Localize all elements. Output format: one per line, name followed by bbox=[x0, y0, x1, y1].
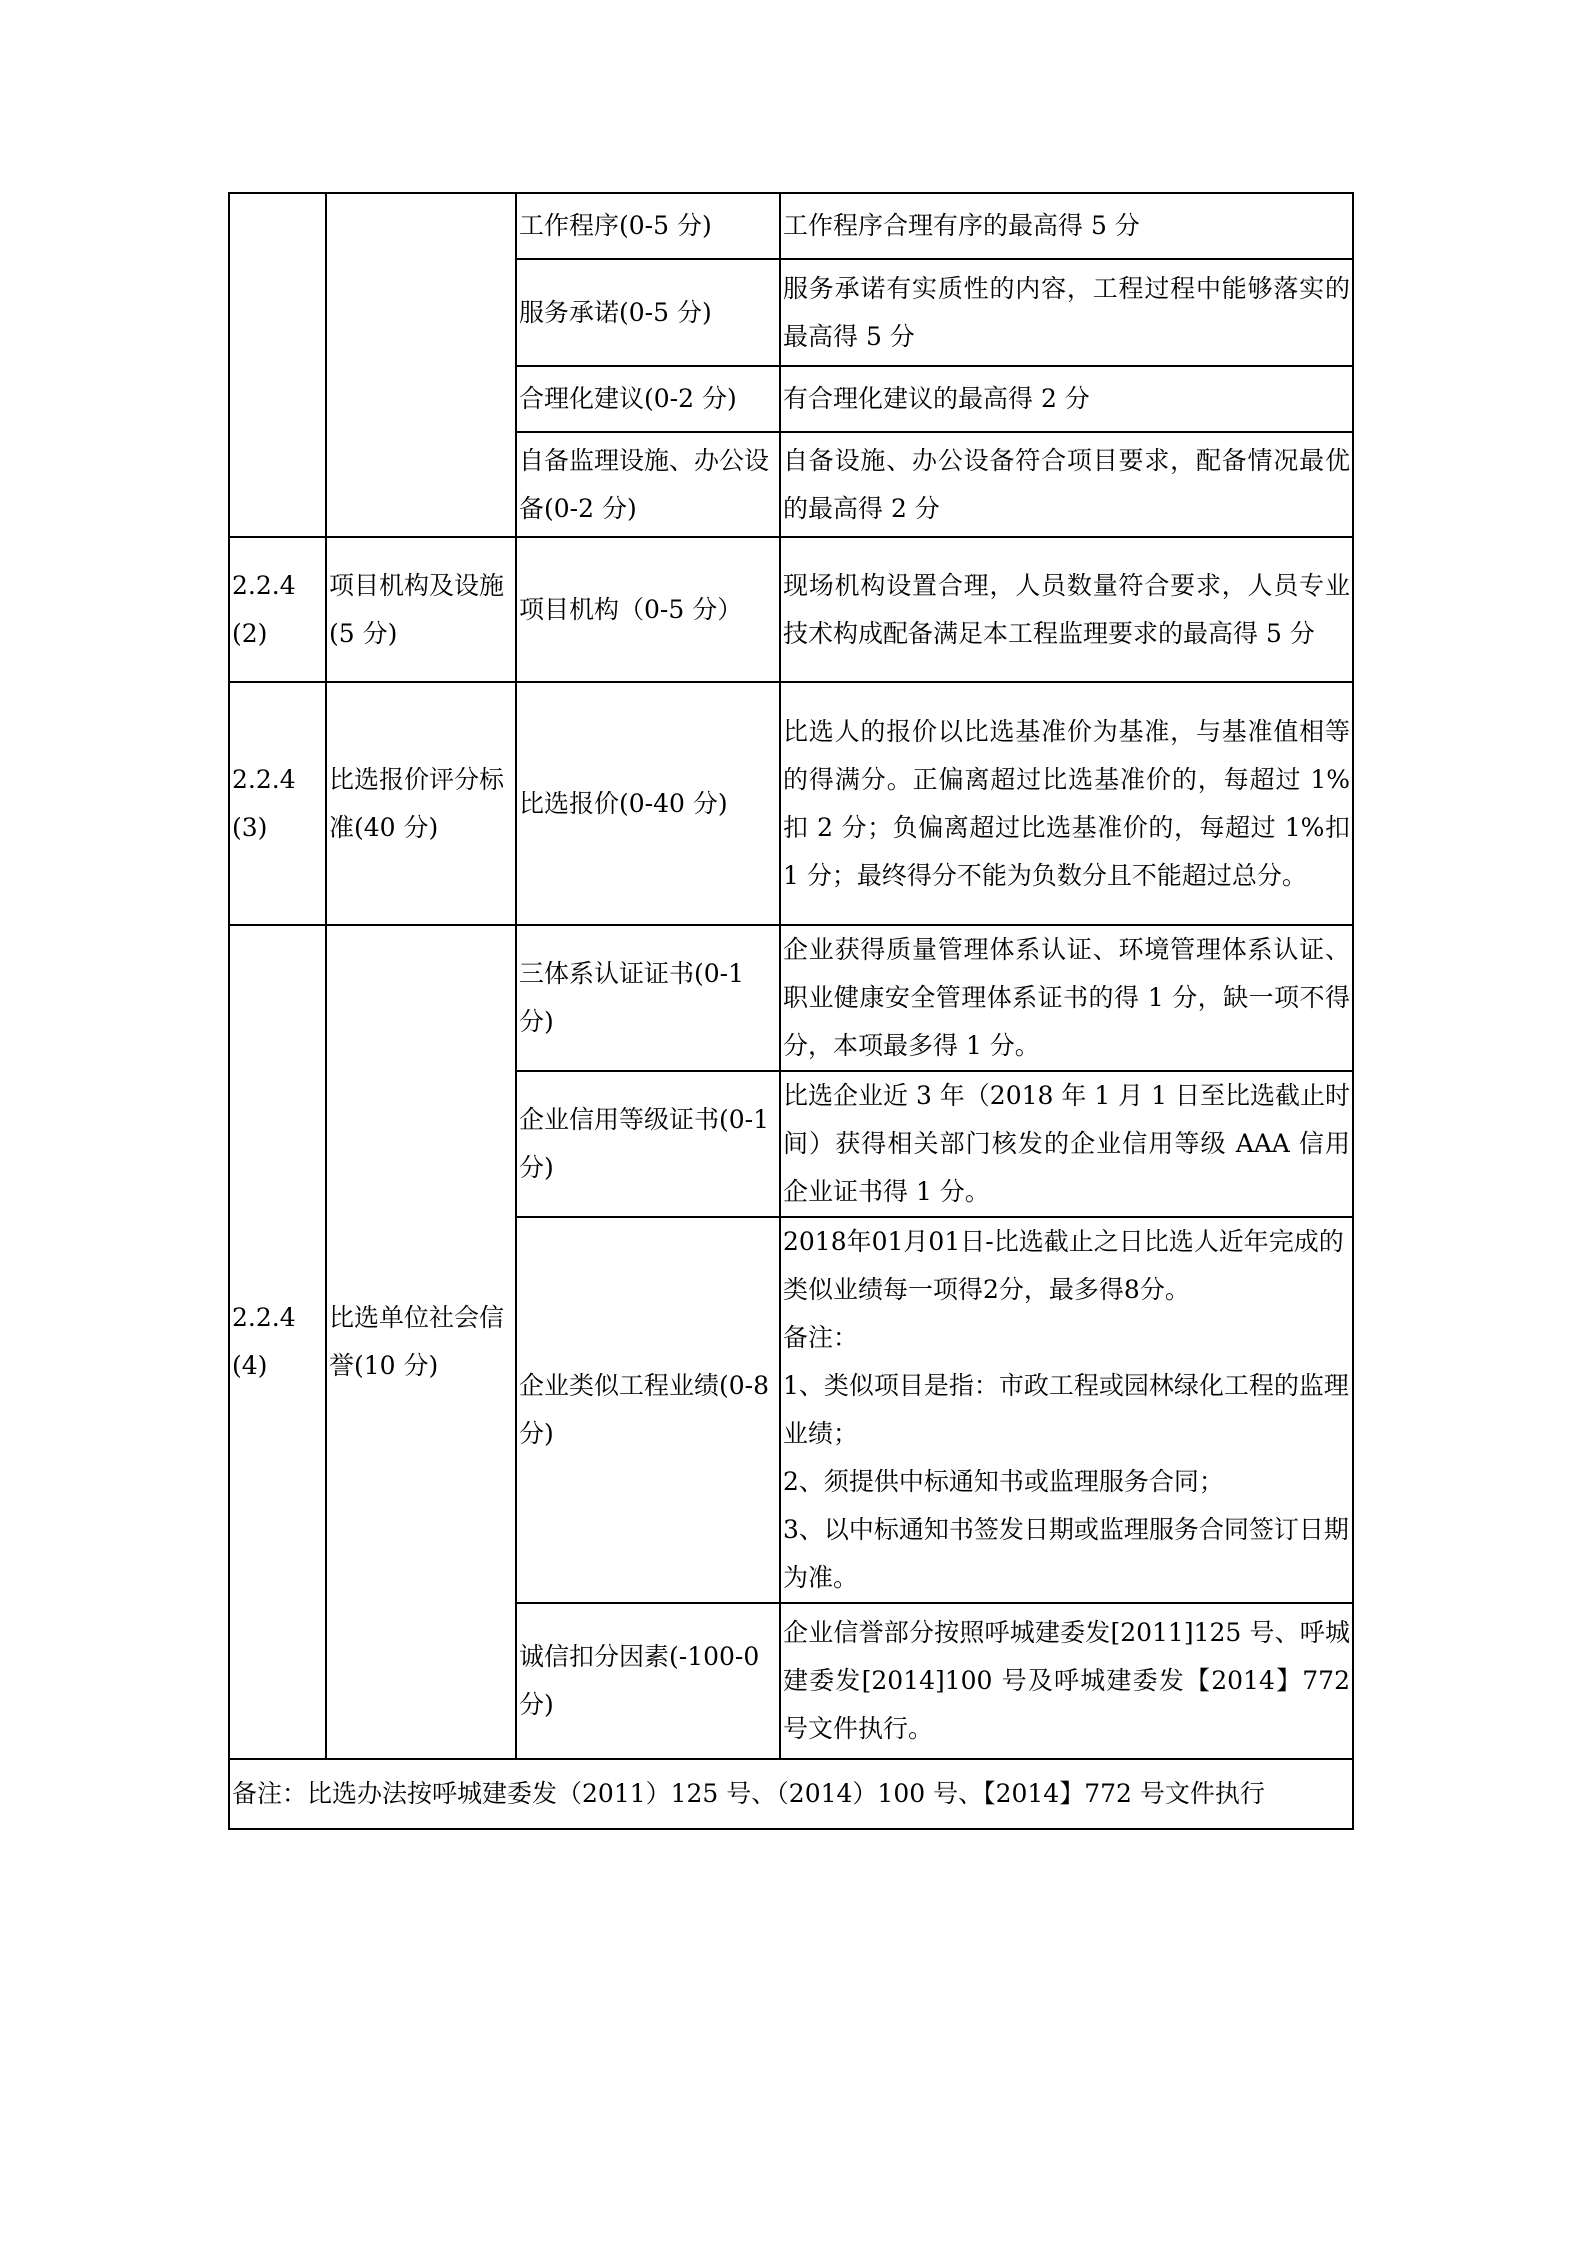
criterion-cell: 企业信用等级证书(0-1 分) bbox=[516, 1071, 780, 1217]
code-cell: 2.2.4(3) bbox=[229, 682, 326, 925]
standard-line: 1、类似项目是指：市政工程或园林绿化工程的监理业绩； bbox=[783, 1371, 1349, 1448]
code-cell: 2.2.4(4) bbox=[229, 925, 326, 1759]
code-cell: 2.2.4(2) bbox=[229, 537, 326, 682]
standard-cell: 比选人的报价以比选基准价为基准，与基准值相等的得满分。正偏离超过比选基准价的，每超过 1%扣 2 分；负偏离超过比选基准价的，每超过 1%扣 1 分；最终得分不能为负数分且不能超过总分。 bbox=[780, 682, 1353, 925]
criterion-cell: 企业类似工程业绩(0-8 分) bbox=[516, 1217, 780, 1603]
standard-line: 3、以中标通知书签发日期或监理服务合同签订日期为准。 bbox=[783, 1515, 1349, 1592]
table-row bbox=[229, 537, 1353, 682]
standard-cell: 有合理化建议的最高得 2 分 bbox=[780, 366, 1353, 432]
standard-cell bbox=[780, 1217, 1353, 1603]
standard-cell: 自备设施、办公设备符合项目要求，配备情况最优的最高得 2 分 bbox=[780, 432, 1353, 537]
standard-cell: 企业获得质量管理体系认证、环境管理体系认证、职业健康安全管理体系证书的得 1 分，缺一项不得分，本项最多得 1 分。 bbox=[780, 925, 1353, 1071]
table-row bbox=[229, 925, 1353, 1071]
criterion-cell: 诚信扣分因素(-100-0 分) bbox=[516, 1603, 780, 1759]
criterion-cell: 三体系认证证书(0-1 分) bbox=[516, 925, 780, 1071]
criterion-cell: 自备监理设施、办公设备(0-2 分) bbox=[516, 432, 780, 537]
standard-line: 备注： bbox=[783, 1323, 859, 1352]
factor-cell: 项目机构及设施(5 分) bbox=[326, 537, 516, 682]
factor-cell: 比选单位社会信誉(10 分) bbox=[326, 925, 516, 1759]
standard-cell: 工作程序合理有序的最高得 5 分 bbox=[780, 193, 1353, 259]
footer-note: 备注：比选办法按呼城建委发（2011）125 号、（2014）100 号、【2014】772 号文件执行 bbox=[229, 1759, 1353, 1829]
criterion-cell: 服务承诺(0-5 分) bbox=[516, 259, 780, 366]
standard-cell: 比选企业近 3 年（2018 年 1 月 1 日至比选截止时间）获得相关部门核发的企业信用等级 AAA 信用企业证书得 1 分。 bbox=[780, 1071, 1353, 1217]
criterion-cell: 合理化建议(0-2 分) bbox=[516, 366, 780, 432]
criterion-cell: 项目机构（0-5 分） bbox=[516, 537, 780, 682]
criterion-cell: 工作程序(0-5 分) bbox=[516, 193, 780, 259]
standard-cell: 企业信誉部分按照呼城建委发[2011]125 号、呼城建委发[2014]100 号及呼城建委发【2014】772 号文件执行。 bbox=[780, 1603, 1353, 1759]
standard-cell: 服务承诺有实质性的内容，工程过程中能够落实的最高得 5 分 bbox=[780, 259, 1353, 366]
scoring-table bbox=[228, 192, 1354, 1830]
factor-cell: 比选报价评分标准(40 分) bbox=[326, 682, 516, 925]
table-row bbox=[229, 1759, 1353, 1829]
table-row bbox=[229, 682, 1353, 925]
factor-cell-empty bbox=[326, 193, 516, 537]
criterion-cell: 比选报价(0-40 分) bbox=[516, 682, 780, 925]
standard-line: 2018年01月01日-比选截止之日比选人近年完成的类似业绩每一项得2分，最多得8分。 bbox=[783, 1227, 1344, 1304]
standard-line: 2、须提供中标通知书或监理服务合同； bbox=[783, 1467, 1224, 1496]
standard-cell: 现场机构设置合理，人员数量符合要求，人员专业技术构成配备满足本工程监理要求的最高得 5 分 bbox=[780, 537, 1353, 682]
table-row bbox=[229, 193, 1353, 259]
code-cell-empty bbox=[229, 193, 326, 537]
